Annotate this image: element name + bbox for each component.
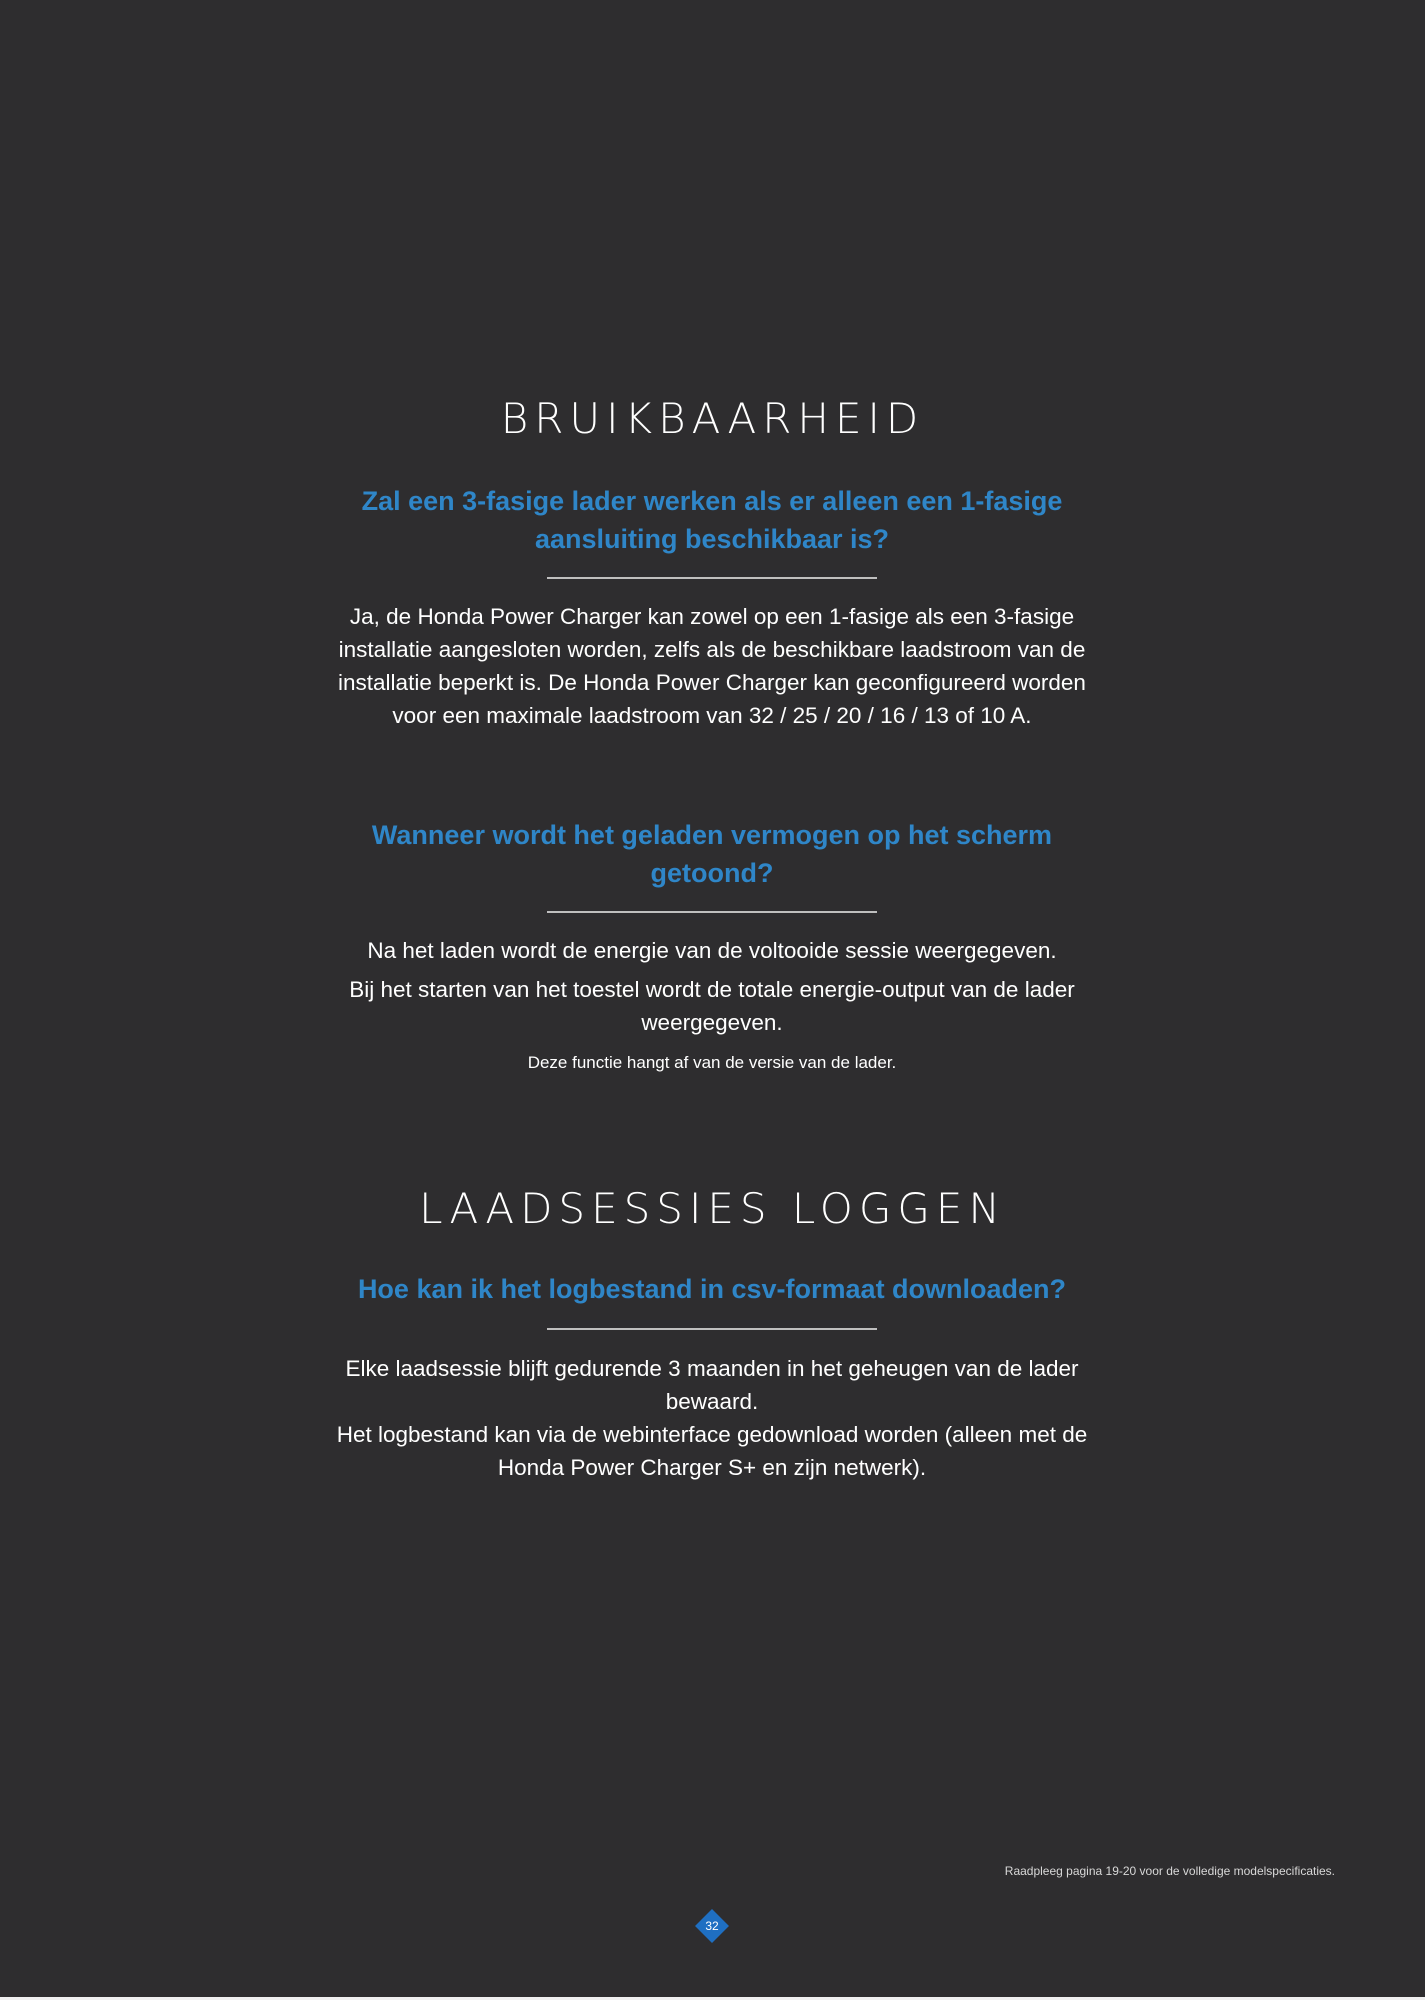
question-line: Wanneer wordt het geladen vermogen op het scherm — [371, 820, 1053, 850]
question-line: Zal een 3-fasige lader werken als er alleen een 1-fasige — [361, 486, 1063, 516]
question-line: getoond? — [650, 858, 774, 888]
divider-rule — [547, 577, 877, 579]
question-3-fasige-lader — [312, 482, 1112, 558]
page-number: 32 — [705, 1919, 719, 1933]
answer-line: voor een maximale laadstroom van 32 / 25 / 20 / 16 / 13 of 10 A. — [392, 703, 1032, 728]
answer-line: bewaard. — [665, 1389, 759, 1414]
section-title-bruikbaarheid: BRUIKBAARHEID — [500, 394, 925, 443]
page-number-badge — [695, 1909, 729, 1943]
version-note: Deze functie hangt af van de versie van de lader. — [527, 1053, 897, 1072]
answer-line: installatie aangesloten worden, zelfs als de beschikbare laadstroom van de — [338, 637, 1086, 662]
answer-geladen-vermogen-line1: Na het laden wordt de energie van de voltooide sessie weergegeven. — [367, 938, 1057, 963]
answer-line: Bij het starten van het toestel wordt de totale energie-output van de lader — [349, 977, 1075, 1002]
answer-logbestand-csv — [292, 1352, 1132, 1484]
model-spec-footnote: Raadpleeg pagina 19-20 voor de volledige modelspecificaties. — [1004, 1864, 1335, 1878]
divider-rule — [547, 911, 877, 913]
answer-line: Honda Power Charger S+ en zijn netwerk). — [497, 1455, 927, 1480]
answer-line: Ja, de Honda Power Charger kan zowel op een 1-fasige als een 3-fasige — [349, 604, 1075, 629]
question-logbestand-csv: Hoe kan ik het logbestand in csv-formaat downloaden? — [357, 1274, 1067, 1304]
question-geladen-vermogen — [312, 816, 1112, 892]
answer-geladen-vermogen-line2 — [292, 973, 1132, 1039]
answer-3-fasige-lader — [292, 600, 1132, 732]
section-title-laadsessies-loggen: LAADSESSIES LOGGEN — [419, 1184, 1006, 1233]
answer-line: Het logbestand kan via de webinterface gedownload worden (alleen met de — [336, 1422, 1088, 1447]
question-line: aansluiting beschikbaar is? — [534, 524, 890, 554]
divider-rule — [547, 1328, 877, 1330]
answer-line: weergegeven. — [641, 1010, 783, 1035]
answer-line: Elke laadsessie blijft gedurende 3 maanden in het geheugen van de lader — [345, 1356, 1079, 1381]
answer-line: installatie beperkt is. De Honda Power Charger kan geconfigureerd worden — [338, 670, 1086, 695]
